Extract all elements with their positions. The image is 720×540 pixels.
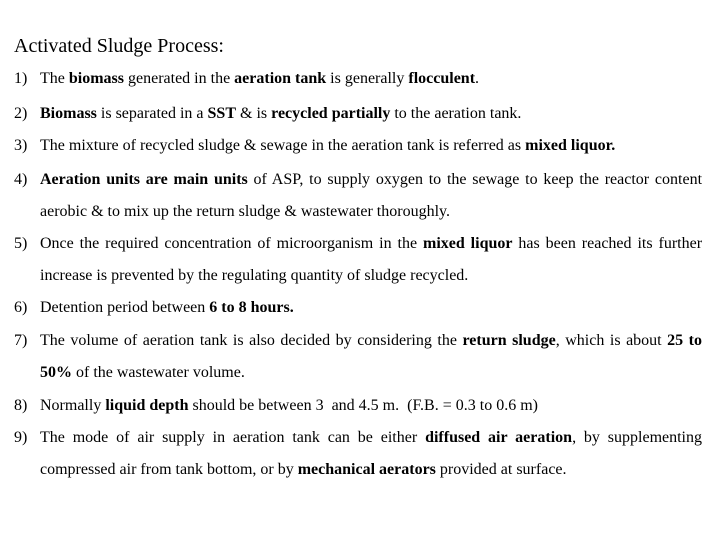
item-text: Once the required concentration of microorganism in the mixed liquor has been reached its further increase is prevented by the regulating quantity of sludge recycled. — [40, 235, 703, 285]
list-item-9 — [14, 422, 702, 487]
item-text: Biomass is separated in a SST & is recycled partially to the aeration tank. — [40, 105, 522, 122]
item-number: 3) — [14, 137, 28, 154]
item-number: 8) — [14, 397, 28, 414]
item-text: Normally liquid depth should be between 3 and 4.5 m. (F.B. = 0.3 to 0.6 m) — [40, 397, 538, 414]
list-item-8 — [14, 390, 702, 422]
item-text: The mode of air supply in aeration tank can be either diffused air aeration, by supplementing compressed air from tank bottom, or by mechanical aerators provided at surface. — [40, 429, 703, 479]
item-number: 2) — [14, 105, 28, 122]
item-text: The biomass generated in the aeration tank is generally flocculent. — [40, 70, 480, 87]
item-number: 5) — [14, 235, 28, 252]
item-text: The volume of aeration tank is also decided by considering the return sludge, which is about 25 to 50% of the wastewater volume. — [40, 332, 703, 382]
item-number: 9) — [14, 429, 28, 446]
list-item-4 — [14, 164, 702, 229]
list-item-6 — [14, 292, 702, 324]
list-item-7 — [14, 325, 702, 390]
list-item-5 — [14, 228, 702, 293]
list-item-1 — [14, 63, 702, 95]
list-item-3 — [14, 130, 702, 162]
list-item-2 — [14, 98, 702, 130]
item-text: Detention period between 6 to 8 hours. — [40, 299, 294, 316]
item-number: 4) — [14, 171, 28, 188]
item-text: The mixture of recycled sludge & sewage in the aeration tank is referred as mixed liquor. — [40, 137, 616, 154]
item-number: 7) — [14, 332, 28, 349]
item-number: 6) — [14, 299, 28, 316]
item-text: Aeration units are main units of ASP, to supply oxygen to the sewage to keep the reactor content aerobic & to mix up the return sludge & wastewater thoroughly. — [40, 171, 703, 221]
item-number: 1) — [14, 70, 28, 87]
page-title: Activated Sludge Process: — [14, 35, 224, 57]
